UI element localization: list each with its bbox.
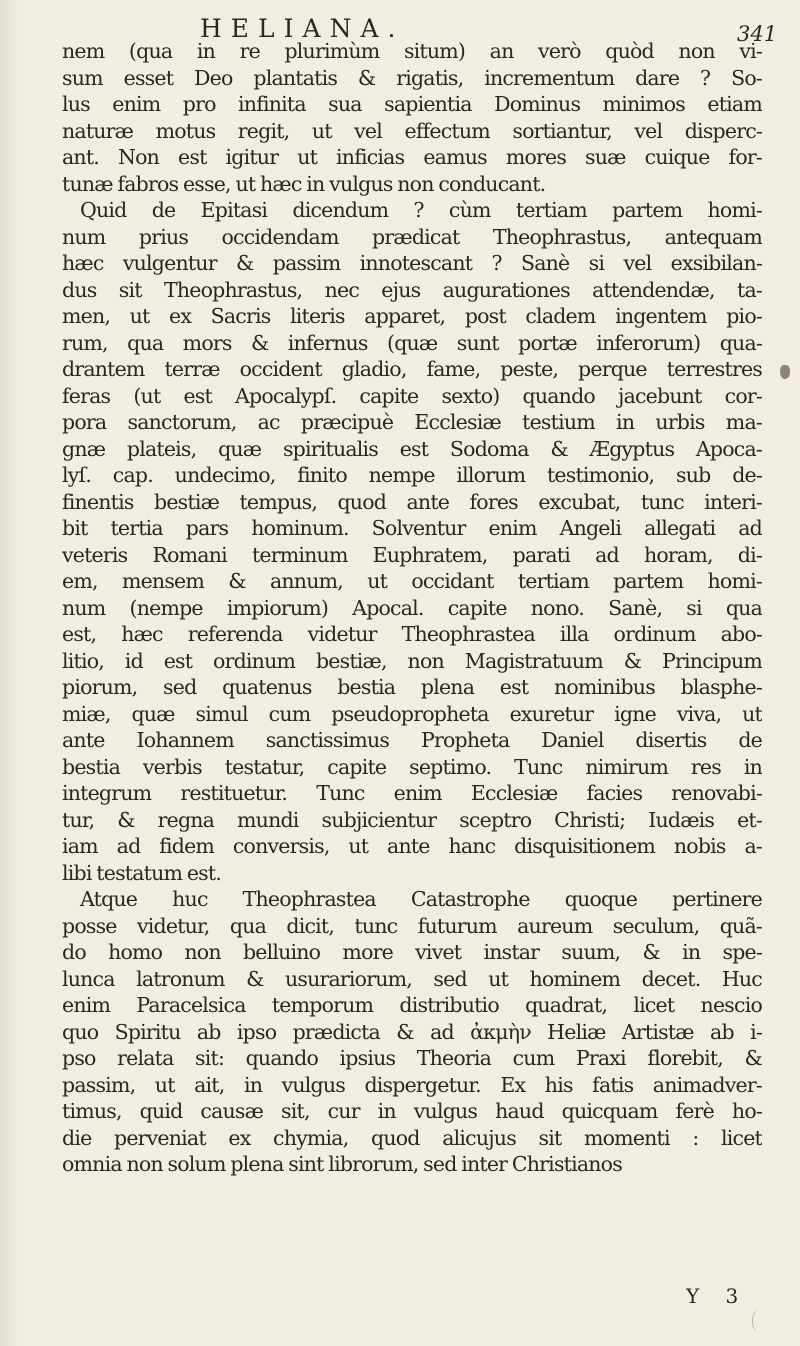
body-text bbox=[62, 38, 762, 1178]
signature-mark: Y 3 bbox=[686, 1284, 749, 1308]
text-line: bestia verbis testatur, capite septimo. Tunc nimirum res in bbox=[62, 754, 762, 779]
text-line: lus enim pro infinita sua sapientia Dominus minimos etiam bbox=[62, 92, 762, 116]
text-line: integrum restituetur. Tunc enim Ecclesiæ facies renovabi- bbox=[62, 781, 762, 805]
text-line: sum esset Deo plantatis & rigatis, incrementum dare ? So- bbox=[62, 65, 762, 90]
page-gutter-shadow bbox=[0, 0, 18, 1346]
text-line: posse videtur, qua dicit, tunc futurum aureum seculum, quã- bbox=[62, 913, 762, 938]
text-line: pora sanctorum, ac præcipuè Ecclesiæ testium in urbis ma- bbox=[62, 410, 762, 434]
text-line: enim Paracelsica temporum distributio quadrat, licet nescio bbox=[62, 993, 762, 1017]
text-line: est, hæc referenda videtur Theophrastea illa ordinum abo- bbox=[62, 622, 762, 646]
text-line: dus sit Theophrastus, nec ejus augurationes attendendæ, ta- bbox=[62, 277, 762, 302]
text-line: die perveniat ex chymia, quod alicujus sit momenti : licet bbox=[62, 1125, 762, 1150]
text-line: lyſ. cap. undecimo, finito nempe illorum testimonio, sub de- bbox=[62, 463, 762, 487]
running-head: HELIANA. bbox=[200, 14, 405, 43]
text-line: rum, qua mors & infernus (quæ sunt portæ inferorum) qua- bbox=[62, 330, 762, 355]
text-line: libi testatum est. bbox=[62, 860, 222, 885]
text-line: timus, quid causæ sit, cur in vulgus haud quicquam ferè ho- bbox=[62, 1099, 762, 1123]
text-line: feras (ut est Apocalypſ. capite sexto) quando jacebunt cor- bbox=[62, 383, 762, 408]
stray-pen-mark bbox=[752, 1310, 765, 1332]
text-line: quo Spiritu ab ipso prædicta & ad ἀκμὴν Heliæ Artistæ ab i- bbox=[62, 1019, 762, 1044]
text-line: ant. Non est igitur ut inficias eamus mores suæ cuique for- bbox=[62, 145, 762, 169]
text-line: lunca latronum & usurariorum, sed ut hominem decet. Huc bbox=[62, 966, 762, 991]
text-line: drantem terræ occident gladio, fame, peste, perque terrestres bbox=[62, 357, 762, 381]
text-line: iam ad fidem conversis, ut ante hanc disquisitionem nobis a- bbox=[62, 834, 762, 858]
text-line: piorum, sed quatenus bestia plena est nominibus blasphe- bbox=[62, 675, 762, 699]
text-line: pso relata sit: quando ipsius Theoria cum Praxi florebit, & bbox=[62, 1046, 762, 1070]
text-line: Atque huc Theophrastea Catastrophe quoque pertinere bbox=[80, 887, 762, 911]
text-line: passim, ut ait, in vulgus dispergetur. Ex his fatis animadver- bbox=[62, 1072, 762, 1097]
text-line: ante Iohannem sanctissimus Propheta Daniel disertis de bbox=[62, 728, 762, 752]
text-line: num prius occidendam prædicat Theophrastus, antequam bbox=[62, 224, 762, 249]
text-line: tur, & regna mundi subjicientur sceptro Christi; Iudæis et- bbox=[62, 807, 762, 832]
text-line: bit tertia pars hominum. Solventur enim Angeli allegati ad bbox=[62, 516, 762, 540]
text-line: num (nempe impiorum) Apocal. capite nono. Sanè, si qua bbox=[62, 595, 762, 620]
text-line: men, ut ex Sacris literis apparet, post cladem ingentem pio- bbox=[62, 304, 762, 328]
text-line: do homo non belluino more vivet instar suum, & in spe- bbox=[62, 940, 762, 964]
text-line: nem (qua in re plurimùm situm) an verò quòd non vi- bbox=[62, 39, 762, 63]
text-line: tunæ fabros esse, ut hæc in vulgus non conducant. bbox=[62, 171, 546, 196]
text-line: naturæ motus regit, ut vel effectum sortiantur, vel disperc- bbox=[62, 118, 762, 143]
text-line: omnia non solum plena sint librorum, sed inter Christianos bbox=[62, 1152, 622, 1176]
text-line: Quid de Epitasi dicendum ? cùm tertiam partem homi- bbox=[80, 198, 762, 222]
page-number: 341 bbox=[737, 22, 778, 46]
text-line: gnæ plateis, quæ spiritualis est Sodoma & Ægyptus Apoca- bbox=[62, 436, 762, 461]
text-line: hæc vulgentur & passim innotescant ? Sanè si vel exsibilan- bbox=[62, 251, 762, 275]
text-line: em, mensem & annum, ut occidant tertiam partem homi- bbox=[62, 569, 762, 593]
text-line: finentis bestiæ tempus, quod ante fores excubat, tunc interi- bbox=[62, 489, 762, 514]
text-line: miæ, quæ simul cum pseudopropheta exuretur igne viva, ut bbox=[62, 701, 762, 726]
text-line: litio, id est ordinum bestiæ, non Magistratuum & Principum bbox=[62, 648, 762, 673]
text-line: veteris Romani terminum Euphratem, parati ad horam, di- bbox=[62, 542, 762, 567]
margin-ink-blot bbox=[780, 365, 790, 379]
